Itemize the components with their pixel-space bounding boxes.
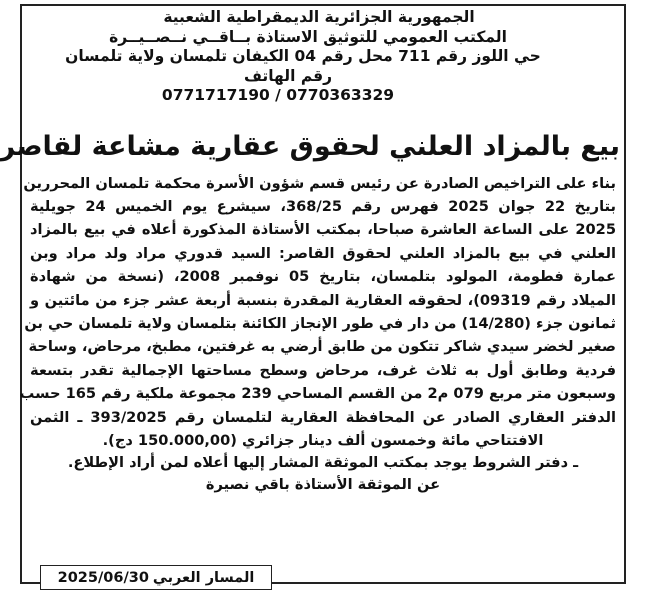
- announcement-headline: بيع بالمزاد العلني لحقوق عقارية مشاعة لقاصر: [0, 130, 620, 162]
- body-line: 2025 على الساعة العاشرة صباحا، بمكتب الأستاذة المذكورة أعلاه في بيع بالمزاد: [30, 221, 616, 239]
- body-line: بناء على التراخيص الصادرة عن رئيس قسم شؤون الأسرة محكمة تلمسان المحررين: [23, 174, 616, 192]
- body-line: عمارة فطومة، المولود بتلمسان، بتاريخ 05 نوفمبر 2008، (نسخة من شهادة: [30, 268, 616, 286]
- announcement-body: [19, 172, 620, 453]
- header-phones: [26, 86, 620, 106]
- newspaper-footer: [40, 565, 272, 590]
- body-line: وسبعون متر مربع 079 م2 من القسم المساحي 239 مجموعة ملكية رقم 165 حسب: [19, 385, 616, 403]
- body-line: الميلاد رقم 09319)، لحقوقه العقارية المقدرة بنسبة أربعة عشر جزء من مائتين و: [30, 291, 616, 309]
- body-line: الافتتاحي مائة وخمسون ألف دينار جزائري (150.000,00 دج).: [102, 431, 544, 449]
- newspaper-name: المسار العربي: [152, 569, 255, 586]
- notary-signature: عن الموثقة الأستاذة باقي نصيرة: [205, 476, 441, 494]
- body-line: الدفتر العقاري الصادر عن المحافظة العقارية لتلمسان رقم 393/2025 ـ الثمن: [30, 408, 616, 426]
- conditions-note: ـ دفتر الشروط يوجد بمكتب الموثقة المشار إليها أعلاه لمن أراد الإطلاع.: [67, 454, 579, 472]
- phone-label: رقم الهاتف: [243, 66, 333, 85]
- announcement-content: [0, 8, 620, 496]
- publication-date: 2025/06/30: [57, 569, 149, 586]
- header-republic: الجمهورية الجزائرية الديمقراطية الشعبية: [163, 8, 475, 26]
- header-office: المكتب العمومي للتوثيق الاستاذة بــاقــي نــصــيــرة: [109, 27, 507, 46]
- header-address: حي اللوز رقم 711 محل رقم 04 الكيفان تلمسان ولاية تلمسان: [65, 47, 541, 65]
- body-line: بتاريخ 22 جوان 2025 فهرس رقم 368/25، سيشرع يوم الخميس 24 جويلية: [30, 197, 616, 215]
- body-line: العلني في بيع بالمزاد العلني لحقوق القاصر: السيد قدوري مراد ولد مراد وبن: [30, 244, 616, 262]
- header-phone-label: [26, 67, 620, 87]
- body-line: فردية وطابق أول به ثلاث غرف، مرحاض وسطح مساحتها الإجمالية تقدر بتسعة: [30, 361, 616, 379]
- body-line: صغير لخضر سيدي شاكر تتكون من طابق أرضي به غرفتين، مطبخ، مرحاض، وساحة: [28, 338, 616, 356]
- body-line: ثمانون جزء (14/280) من دار في طور الإنجاز الكائنة بتلمسان ولاية تلمسان حي بن: [24, 314, 616, 332]
- phone-numbers: 0771717190 / 0770363329: [161, 86, 395, 104]
